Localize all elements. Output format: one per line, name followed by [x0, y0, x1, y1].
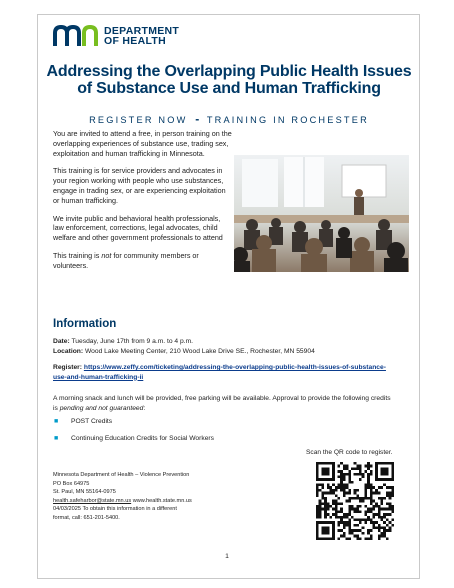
subtitle [40, 112, 418, 126]
credit-social-work: Continuing Education Credits for Social Workers [71, 435, 214, 442]
date-value: Tuesday, June 17th from 9 a.m. to 4 p.m. [69, 338, 194, 345]
credits-intro [53, 394, 393, 413]
list-item [53, 418, 393, 435]
intro-p4-start: This training is [53, 250, 102, 260]
location-value: Wood Lake Meeting Center, 210 Wood Lake Drive SE., Rochester, MN 55904 [83, 347, 315, 355]
footer-website[interactable]: www.health.state.mn.us [131, 497, 192, 504]
intro-paragraph-3: We invite public and behavioral health professionals, law enforcement, corrections, legal advocates, child welfare and other government professionals to attend [53, 213, 223, 243]
scan-qr-text: Scan the QR code to register. [306, 449, 393, 456]
intro-p4-end: for community members or volunteers. [53, 250, 199, 270]
date-label: Date: [53, 338, 70, 345]
logo-line-1: DEPARTMENT [104, 25, 180, 37]
intro-paragraph-4 [53, 251, 233, 271]
footer-format-note: format, call: 651-201-5400. [53, 514, 120, 521]
audience-photo-image [234, 155, 409, 272]
credits-pending-emphasis: pending and not guaranteed [59, 404, 144, 412]
qr-code-icon [316, 462, 394, 540]
page-title [40, 63, 418, 97]
footer-po-box: PO Box 64975 [53, 480, 90, 487]
event-location [53, 347, 393, 357]
footer-email[interactable]: health.safeharbor@state.mn.us [53, 497, 132, 504]
credits-intro-start: A morning snack and lunch will be provided, free parking will be available. Approval to provide the following credits is [53, 395, 391, 412]
intro-paragraph-1: You are invited to attend a free, in person training on the overlapping experiences of substance use, trading sex, exploitation and human trafficking in Minnesota. [53, 129, 232, 158]
footer-contact [53, 497, 243, 506]
register-link[interactable]: https://www.zeffy.com/ticketing/addressing-the-overlapping-public-health-issues-of-substance-use-and-human-trafficking-ii [53, 364, 386, 381]
title-line-2: of Substance Use and Human Trafficking [77, 80, 381, 97]
logo-wordmark [104, 26, 179, 46]
logo-line-2: OF HEALTH [104, 35, 166, 47]
mn-logo-icon [53, 25, 99, 47]
bullet-icon: ■ [54, 418, 59, 425]
footer-org: Minnesota Department of Health – Violence Prevention [53, 472, 190, 478]
footer-date-note: 04/03/2025 To obtain this information in a different [53, 506, 177, 513]
mdh-logo [53, 25, 179, 47]
event-details [53, 337, 393, 356]
page-number: 1 [225, 553, 229, 560]
title-line-1: Addressing the Overlapping Public Health Issues [46, 63, 412, 80]
location-label: Location: [53, 347, 84, 355]
intro-text [53, 129, 233, 279]
subtitle-training: TRAINING IN ROCHESTER [206, 115, 369, 125]
qr-code[interactable] [316, 462, 394, 540]
credits-intro-end: : [143, 404, 146, 412]
register-label: Register: [53, 364, 84, 371]
contact-footer [53, 471, 243, 523]
event-date [53, 337, 393, 347]
bullet-icon: ■ [54, 435, 59, 442]
intro-p4-emphasis: not [101, 250, 112, 260]
register-line [53, 363, 388, 382]
subtitle-register: REGISTER NOW [89, 115, 188, 125]
information-heading: Information [53, 318, 117, 330]
training-photo [234, 155, 409, 272]
subtitle-dash: - [195, 112, 200, 126]
credit-post: POST Credits [71, 418, 113, 425]
credits-list [53, 418, 393, 452]
intro-paragraph-2: This training is for service providers and advocates in your region working with people who use substances, engage in trading sex, or are experiencing exploitation or human trafficking. [53, 166, 226, 205]
footer-city: St. Paul, MN 55164-0975 [53, 489, 116, 496]
